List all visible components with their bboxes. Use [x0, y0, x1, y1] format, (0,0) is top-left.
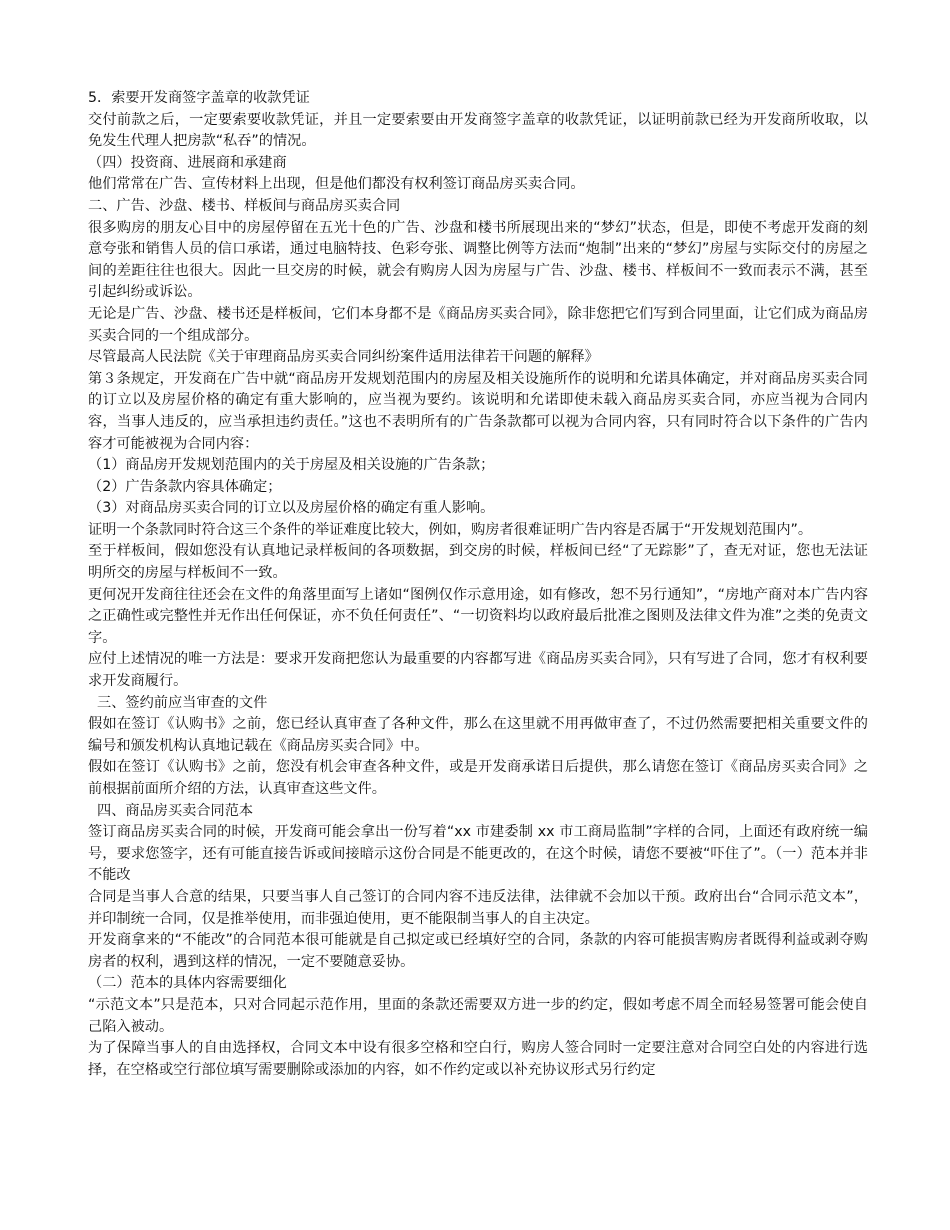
paragraph: 为了保障当事人的自由选择权，合同文本中设有很多空格和空白行，购房人签合同时一定要注意对合同空白处的内容进行选择，在空格或空行部位填写需要删除或添加的内容，如不作约定或以补充协议形式另行约定 — [88, 1040, 868, 1078]
paragraph: 合同是当事人合意的结果，只要当事人自己签订的合同内容不违反法律，法律就不会加以干预。政府出台“合同示范文本”，并印制统一合同，仅是推举使用，而非强迫使用，更不能限制当事人的自主决定。 — [88, 888, 868, 927]
paragraph: “示范文本”只是范本，只对合同起示范作用，里面的条款还需要双方进一步的约定，假如考虑不周全而轻易签署可能会使自己陷入被动。 — [88, 996, 868, 1035]
paragraph: 签订商品房买卖合同的时候，开发商可能会拿出一份写着“xx 市建委制 xx 市工商局监制”字样的合同，上面还有政府统一编号，要求您签字，还有可能直接告诉或间接暗示这份合同是不能更改的，在这个时候，请您不要被“吓住了”。（一）范本并非不能改 — [88, 824, 868, 884]
paragraph: 证明一个条款同时符合这三个条件的举证难度比较大，例如，购房者很难证明广告内容是否属于“开发规划范围内”。 — [88, 521, 813, 538]
paragraph: 假如在签订《认购书》之前，您已经认真审查了各种文件，那么在这里就不用再做审查了，不过仍然需要把相关重要文件的编号和颁发机构认真地记载在《商品房买卖合同》中。 — [88, 716, 868, 754]
paragraph: 他们常常在广告、宣传材料上出现，但是他们都没有权利签订商品房买卖合同。 — [88, 176, 585, 193]
section-heading: 四、商品房买卖合同范本 — [88, 802, 254, 819]
paragraph: 5．索要开发商签字盖章的收款凭证 — [88, 90, 310, 106]
paragraph: 更何况开发商往往还会在文件的角落里面写上诸如“图例仅作示意用途，如有修改，恕不另行通知”，“房地产商对本广告内容之正确性或完整性并无作出任何保证，亦不负任何责任”、“一切资料均以政府最后批准之图则及法律文件为准”之类的免责文字。 — [88, 586, 868, 646]
paragraph: 很多购房的朋友心目中的房屋停留在五光十色的广告、沙盘和楼书所展现出来的“梦幻”状态，但是，即使不考虑开发商的刻意夸张和销售人员的信口承诺，通过电脑特技、色彩夸张、调整比例等方法而“炮制”出来的“梦幻”房屋与实际交付的房屋之间的差距往往也很大。因此一旦交房的时候，就会有购房人因为房屋与广告、沙盘、楼书、样板间不一致而表示不满，甚至引起纠纷或诉讼。 — [88, 219, 868, 301]
section-heading: （二）范本的具体内容需要细化 — [88, 975, 287, 992]
paragraph: 尽管最高人民法院《关于审理商品房买卖合同纠纷案件适用法律若干问题的解释》 — [88, 349, 599, 366]
section-heading: 三、签约前应当审查的文件 — [88, 694, 268, 711]
paragraph: 第３条规定，开发商在广告中就“商品房开发规划范围内的房屋及相关设施所作的说明和允诺具体确定，并对商品房买卖合同的订立以及房屋价格的确定有重大影响的，应当视为要约。该说明和允诺即使未载入商品房买卖合同，亦应当视为合同内容，当事人违反的，应当承担违约责任。”这也不表明所有的广告条款都可以视为合同内容，只有同时符合以下条件的广告内容才可能被视为合同内容： — [88, 370, 868, 452]
paragraph: 交付前款之后，一定要索要收款凭证，并且一定要索要由开发商签字盖章的收款凭证，以证明前款已经为开发商所收取，以免发生代理人把房款“私吞”的情况。 — [88, 111, 868, 150]
paragraph: 假如在签订《认购书》之前，您没有机会审查各种文件，或是开发商承诺日后提供，那么请您在签订《商品房买卖合同》之前根据前面所介绍的方法，认真审查这些文件。 — [88, 759, 868, 797]
paragraph: 应付上述情况的唯一方法是：要求开发商把您认为最重要的内容都写进《商品房买卖合同》，只有写进了合同，您才有权利要求开发商履行。 — [88, 651, 868, 690]
paragraph: 至于样板间，假如您没有认真地记录样板间的各项数据，到交房的时候，样板间已经“了无踪影”了，查无对证，您也无法证明所交的房屋与样板间不一致。 — [88, 543, 868, 582]
paragraph: 无论是广告、沙盘、楼书还是样板间，它们本身都不是《商品房买卖合同》，除非您把它们写到合同里面，让它们成为商品房买卖合同的一个组成部分。 — [88, 305, 868, 344]
document-page — [88, 88, 868, 1081]
list-item: （3）对商品房买卖合同的订立以及房屋价格的确定有重人影响。 — [88, 500, 495, 517]
section-heading: 二、广告、沙盘、楼书、样板间与商品房买卖合同 — [88, 197, 401, 214]
paragraph: 开发商拿来的“不能改”的合同范本很可能就是自己拟定或已经填好空的合同，条款的内容可能损害购房者既得利益或剥夺购房者的权利，遇到这样的情况，一定不要随意妥协。 — [88, 932, 868, 970]
section-heading: （四）投资商、进展商和承建商 — [88, 154, 287, 171]
list-item: （1）商品房开发规划范围内的关于房屋及相关设施的广告条款； — [88, 457, 495, 474]
list-item: （2）广告条款内容具体确定； — [88, 478, 282, 495]
